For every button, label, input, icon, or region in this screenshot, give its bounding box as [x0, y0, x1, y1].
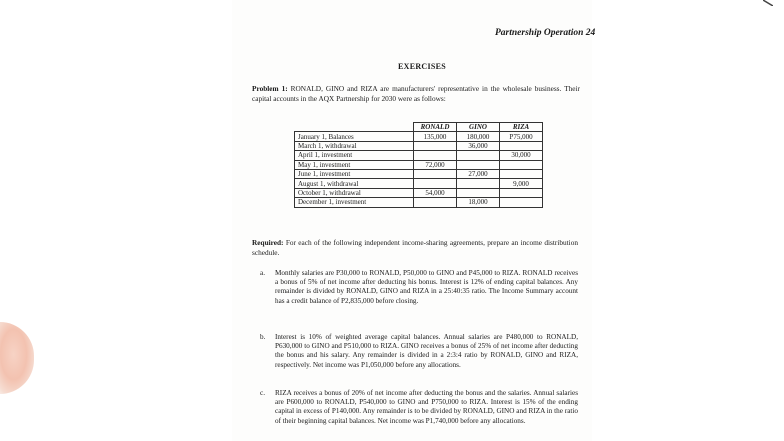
cell-gino: 36,000: [457, 141, 500, 150]
cell-gino: [457, 188, 500, 197]
row-label: January 1, Balances: [295, 132, 414, 141]
table-row: [295, 132, 543, 141]
row-label: December 1, investment: [295, 198, 414, 207]
row-label: June 1, investment: [295, 169, 414, 178]
cell-riza: [500, 141, 543, 150]
cell-ronald: 135,000: [414, 132, 457, 141]
row-label: October 1, withdrawal: [295, 188, 414, 197]
cell-ronald: 54,000: [414, 188, 457, 197]
cell-gino: 18,000: [457, 198, 500, 207]
cell-ronald: [414, 179, 457, 188]
page-header-title: Partnership Operation 24: [495, 28, 596, 38]
cell-ronald: 72,000: [414, 160, 457, 169]
table-row: [295, 179, 543, 188]
cell-ronald: [414, 169, 457, 178]
list-item: [260, 389, 578, 426]
table-row: [295, 169, 543, 178]
capital-balances-table: [294, 122, 543, 208]
problem-label: Problem 1:: [252, 84, 288, 93]
row-label: August 1, withdrawal: [295, 179, 414, 188]
column-header-ronald: RONALD: [414, 123, 457, 132]
required-label: Required:: [252, 238, 284, 247]
cell-gino: [457, 179, 500, 188]
cell-riza: [500, 160, 543, 169]
cell-riza: [500, 188, 543, 197]
problem-paragraph: [252, 84, 580, 103]
row-label: March 1, withdrawal: [295, 141, 414, 150]
cell-gino: [457, 151, 500, 160]
item-letter: a.: [260, 269, 265, 277]
cell-riza: 30,000: [500, 151, 543, 160]
cell-ronald: [414, 198, 457, 207]
item-text: Monthly salaries are P30,000 to RONALD, P50,000 to GINO and P45,000 to RIZA. RONALD receives a bonus of 5% of net income after deducting his bonus. Interest is 12% of ending capital balances. Any remainder is divided by RONALD, GINO and RIZA in a 25:40:35 ratio. The Income Summary account has a credit balance of P2,835,000 before closing.: [275, 269, 578, 305]
problem-text: RONALD, GINO and RIZA are manufacturers' representative in the wholesale business. Their capital accounts in the AQX Partnership for 2030 were as follows:: [252, 84, 580, 103]
cell-ronald: [414, 151, 457, 160]
cell-gino: 180,000: [457, 132, 500, 141]
row-label: May 1, investment: [295, 160, 414, 169]
item-text: RIZA receives a bonus of 20% of net income after deducting the bonus and the salaries. Annual salaries are P600,000 to RONALD, P540,000 to GINO and P750,000 to RIZA. Interest is 15% of the ending capital in excess of P140,000. Any remainder is to be divided by RONALD, GINO and RIZA in the ratio of their beginning capital balances. Net income was P1,740,000 before any allocations.: [275, 389, 578, 425]
cell-gino: [457, 160, 500, 169]
section-heading: EXERCISES: [398, 62, 447, 71]
cell-riza: P75,000: [500, 132, 543, 141]
corner-mark: [763, 0, 773, 6]
item-text: Interest is 10% of weighted average capital balances. Annual salaries are P480,000 to RONALD, P630,000 to GINO and P510,000 to RIZA. GINO receives a bonus of 25% of net income after deducting the bonus and his salary. Any remainder is divided in a 2:3:4 ratio by RONALD, GINO and RIZA, respectively. Net income was P1,050,000 before any allocations.: [275, 333, 578, 369]
cell-riza: 9,000: [500, 179, 543, 188]
column-header-gino: GINO: [457, 123, 500, 132]
cell-riza: [500, 198, 543, 207]
table-row: [295, 160, 543, 169]
list-item: [260, 269, 578, 306]
item-letter: b.: [260, 333, 266, 341]
cell-riza: [500, 169, 543, 178]
table-header-row: [295, 123, 543, 132]
cell-ronald: [414, 141, 457, 150]
table-row: [295, 151, 543, 160]
required-paragraph: [252, 238, 578, 257]
table-row: [295, 198, 543, 207]
required-text: For each of the following independent income-sharing agreements, prepare an income distribution schedule.: [252, 238, 579, 257]
row-label: April 1, investment: [295, 151, 414, 160]
table-row: [295, 141, 543, 150]
cell-gino: 27,000: [457, 169, 500, 178]
item-letter: c.: [260, 389, 265, 397]
column-header-riza: RIZA: [500, 123, 543, 132]
table-row: [295, 188, 543, 197]
list-item: [260, 333, 578, 370]
finger-blur: [0, 322, 34, 394]
